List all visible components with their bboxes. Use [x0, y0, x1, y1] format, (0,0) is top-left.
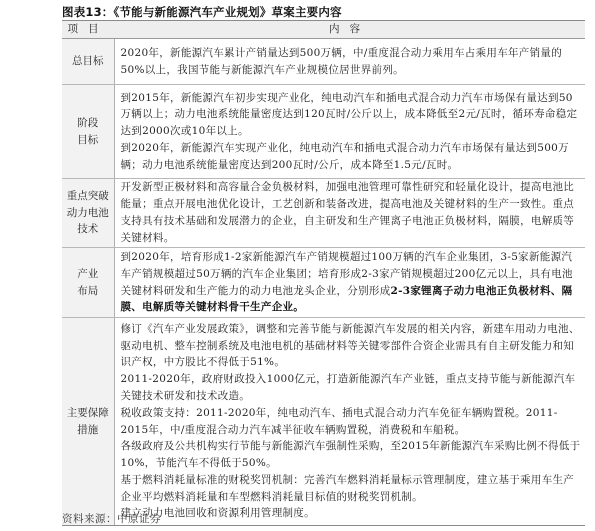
content-paragraph: 到2020年，培育形成1-2家新能源汽车产销规模超过100万辆的汽车企业集团，3-5家新能源汽车产销规模超过50万辆的汽车企业集团；培育形成2-3家产销规模超过200亿元以上，具有电池关键材料研发和生产能力的动力电池龙头企业，分别形成 [120, 250, 573, 297]
content-paragraph: 到2015年，新能源汽车初步实现产业化，纯电动汽车和插电式混合动力汽车市场保有量达到50万辆以上；动力电池系统能量密度达到120瓦时/公斤以上，成本降低至2元/瓦时，循环寿命稳定达到2000次或10年以上。 [120, 91, 578, 138]
row-label [62, 318, 114, 526]
table-row [62, 85, 585, 179]
policy-table [62, 21, 585, 526]
row-label-text: 重点突破 动力电池 技术 [66, 189, 109, 236]
content-paragraph: 到2020年，新能源汽车实现产业化，纯电动汽车和插电式混合动力汽车市场保有量达到500万辆；动力电池系统能量密度达到200瓦时/公斤，成本降至1.5元/瓦时。 [120, 141, 569, 171]
row-content [114, 248, 585, 318]
figure-title: 图表13：《节能与新能源汽车产业规划》草案主要内容 [62, 5, 342, 19]
content-paragraph: 2011-2020年，政府财政投入1000亿元，打造新能源汽车产业链，重点支持节能与新能源汽车关键技术研发和技术改造。 [120, 373, 576, 402]
row-label [62, 179, 114, 248]
content-paragraph: 税收政策支持：2011-2020年，纯电动汽车、插电式混合动力汽车免征车辆购置税。2011-2015年，中/重度混合动力汽车减半征收车辆购置税，消费税和车船税。 [120, 406, 558, 436]
row-label [62, 85, 114, 179]
row-label-text: 主要保障 措施 [66, 406, 109, 436]
source-note: 资料来源：中原证券 [62, 513, 161, 525]
content-paragraph: 各级政府及公共机构实行节能与新能源汽车强制性采购，至2015年新能源汽车采购比例不得低于10%，节能汽车不得低于50%。 [120, 440, 581, 470]
table-row [62, 248, 585, 318]
content-paragraph: 建立动力电池回收和资源利用管理制度。 [120, 507, 315, 520]
table-row [62, 318, 585, 526]
row-label-text: 阶段 目标 [77, 116, 99, 146]
table-row [62, 179, 585, 248]
content-paragraph: 2020年，新能源汽车累计产销量达到500万辆，中/重度混合动力乘用车占乘用车年产销量的50%以上，我国节能与新能源汽车产业规模位居世界前列。 [120, 46, 562, 76]
row-content [114, 318, 585, 526]
row-label: 总目标 [62, 39, 114, 85]
content-paragraph: 基于燃料消耗量标准的财税奖罚机制：完善汽车燃料消耗量标示管理制度，建立基于乘用车生产企业平均燃料消耗量和车型燃料消耗量目标值的财税奖罚机制。 [120, 473, 575, 503]
row-label-text: 产业 布局 [77, 267, 99, 297]
content-paragraph: 开发新型正极材料和高容量合金负极材料，加强电池管理可靠性研究和轻量化设计，提高电池比能量；重点开展电池优化设计，工艺创新和装备改进，提高电池及关键材料的生产一致性。重点支持具有技术基础和发展潜力的企业，自主研发和生产锂离子电池正负极材料，隔膜，电解质等关键材料。 [120, 181, 575, 244]
table-row [62, 39, 585, 85]
row-content [114, 39, 585, 85]
row-content [114, 179, 585, 248]
content-highlight: 2-3家锂离子动力电池正负极材料、隔膜、电解质等关键材料骨干生产企业。 [120, 284, 573, 314]
header-item: 项目 [62, 21, 114, 39]
row-content [114, 85, 585, 179]
table-header-row [62, 21, 585, 39]
content-paragraph: 修订《汽车产业发展政策》，调整和完善节能与新能源汽车发展的相关内容，新建车用动力电池、驱动电机、整车控制系统及电池电机的基础材料等关键零部件合资企业需具有自主研发能力和知识产权，中方股比不得低于51%。 [120, 322, 580, 369]
row-label [62, 248, 114, 318]
header-content: 内容 [114, 21, 585, 39]
